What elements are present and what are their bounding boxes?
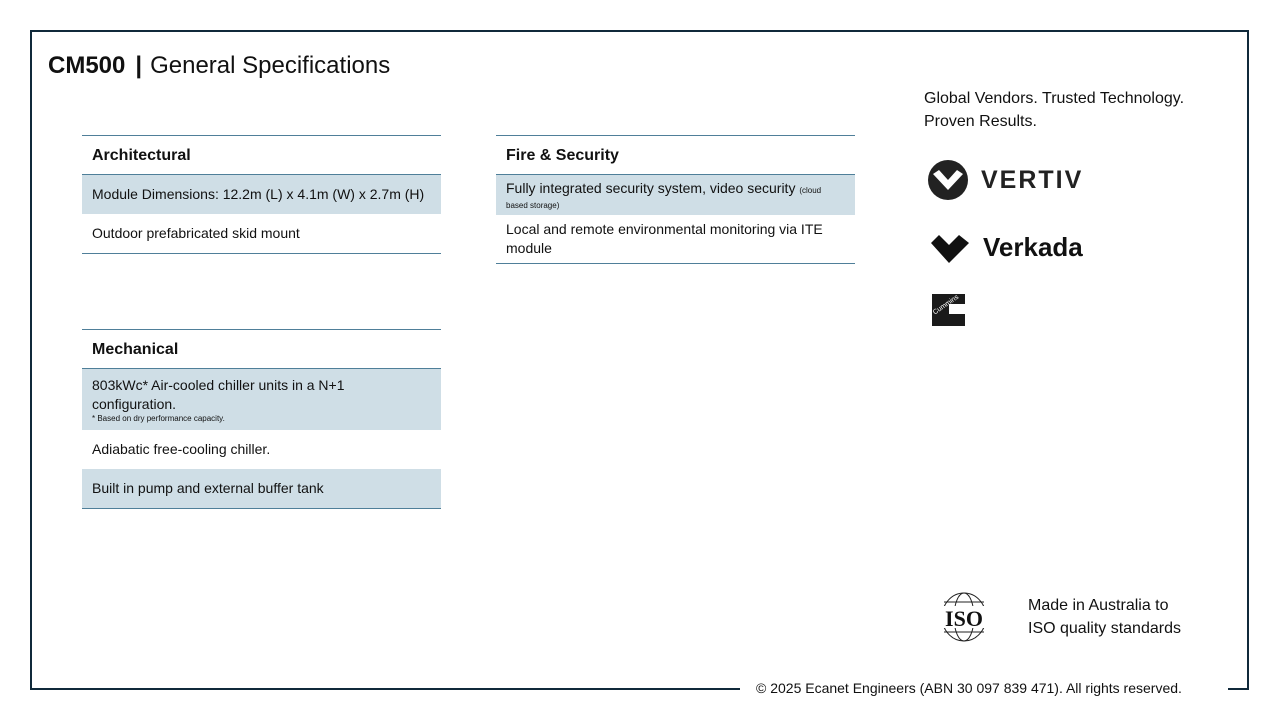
table-heading: Mechanical — [82, 330, 441, 369]
svg-text:Cummins: Cummins — [931, 293, 961, 317]
row-text: Built in pump and external buffer tank — [92, 480, 324, 496]
frame-bottom-right — [1228, 688, 1247, 690]
table-heading: Architectural — [82, 136, 441, 175]
vertiv-mark-icon — [927, 160, 969, 200]
tagline-line-1: Global Vendors. Trusted Technology. — [924, 90, 1185, 107]
vertiv-wordmark: VERTIV — [981, 165, 1084, 194]
mechanical-table — [82, 329, 441, 509]
verkada-mark-icon — [931, 233, 971, 263]
table-row — [496, 215, 855, 263]
table-row — [82, 369, 441, 430]
title-separator: | — [135, 52, 143, 79]
copyright-footer: © 2025 Ecanet Engineers (ABN 30 097 839 471). All rights reserved. — [756, 680, 1182, 696]
row-note: * Based on dry performance capacity. — [92, 413, 225, 423]
cummins-logo — [929, 290, 969, 328]
svg-text:ISO: ISO — [945, 606, 983, 631]
vendor-tagline — [924, 87, 1184, 133]
table-row — [82, 214, 441, 253]
row-text: Fully integrated security system, video security — [506, 180, 796, 196]
verkada-wordmark: Verkada — [983, 232, 1083, 262]
iso-statement — [1028, 594, 1181, 640]
iso-logo — [934, 592, 994, 642]
row-note: (cloud based storage) — [506, 186, 822, 210]
vertiv-logo — [927, 160, 1083, 200]
row-text: Module Dimensions: 12.2m (L) x 4.1m (W) x 2.7m (H) — [92, 186, 425, 202]
iso-line-2: ISO quality standards — [1028, 620, 1181, 637]
architectural-table — [82, 135, 441, 254]
frame-bottom-left — [30, 688, 740, 690]
iso-line-1: Made in Australia to — [1028, 597, 1169, 614]
verkada-logo — [931, 232, 1083, 263]
row-text: Local and remote environmental monitoring via ITE module — [506, 221, 823, 256]
table-row — [82, 175, 441, 214]
table-row — [82, 430, 441, 469]
cummins-mark-icon — [929, 290, 969, 328]
row-text: Adiabatic free-cooling chiller. — [92, 441, 271, 457]
row-text: 803kWc* Air-cooled chiller units in a N+1 configuration. — [92, 376, 345, 412]
row-text: Outdoor prefabricated skid mount — [92, 225, 300, 241]
tagline-line-2: Proven Results. — [924, 113, 1037, 130]
iso-globe-icon — [934, 592, 994, 642]
table-row — [496, 175, 855, 215]
table-row — [82, 469, 441, 508]
table-heading: Fire & Security — [496, 136, 855, 175]
title-subtitle: General Specifications — [150, 52, 391, 79]
fire-security-table — [496, 135, 855, 264]
page-title — [48, 52, 390, 80]
model-name: CM500 — [48, 52, 126, 79]
